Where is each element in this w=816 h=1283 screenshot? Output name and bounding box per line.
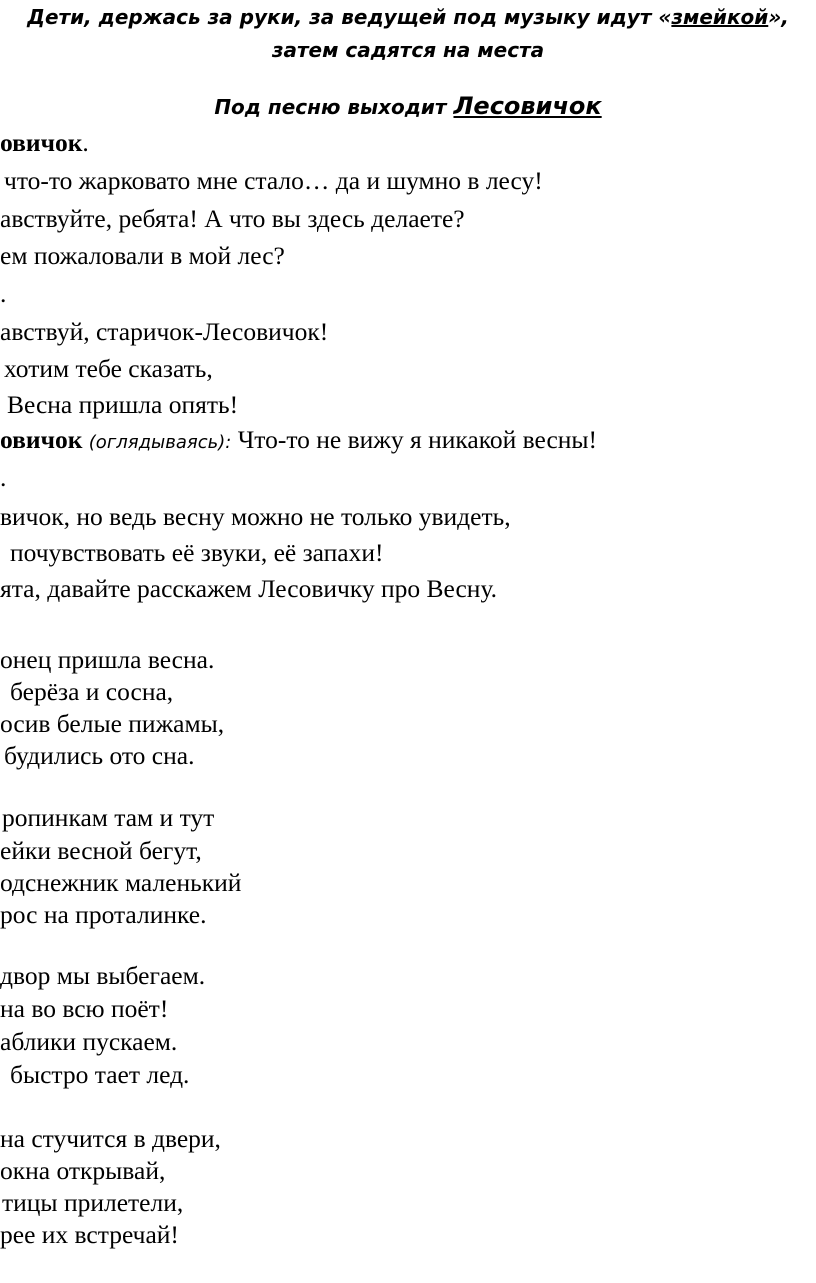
dialogue-line: почувствовать её звуки, её запахи! (10, 538, 384, 567)
intro-line-1-after: », (768, 5, 789, 29)
dialogue-line: что-то жарковато мне стало… да и шумно в лесу! (4, 166, 543, 195)
intro-line-2: затем садятся на места (271, 38, 545, 62)
poem-line: на во всю поёт! (0, 994, 169, 1023)
dialogue-line: авствуй, старичок-Лесовичок! (0, 317, 329, 346)
speaker-line-2 (0, 425, 597, 455)
dialogue-line: . (0, 463, 7, 492)
intro-line-1-before: Дети, держась за руки, за ведущей под музыку идут « (27, 5, 672, 29)
speaker-text: Что-то не вижу я никакой весны! (231, 425, 598, 454)
intro-line-3 (0, 92, 816, 120)
poem-line: одснежник маленький (0, 868, 242, 897)
poem-line: ейки весной бегут, (0, 836, 202, 865)
character-name: Лесовичок (453, 92, 602, 120)
dialogue-line: хотим тебе сказать, (4, 354, 213, 383)
intro-line-1 (0, 5, 816, 29)
poem-line: аблики пускаем. (0, 1027, 178, 1056)
intro-link-word: змейкой (671, 5, 769, 29)
poem-line: окна открывай, (0, 1156, 166, 1185)
poem-line: тицы прилетели, (2, 1188, 184, 1217)
dialogue-line: вичок, но ведь весну можно не только увидеть, (0, 502, 511, 531)
dialogue-line: . (0, 279, 7, 308)
poem-line: берёза и сосна, (10, 677, 174, 706)
poem-line: осив белые пижамы, (0, 709, 225, 738)
speaker-name: овичок (0, 425, 83, 454)
poem-line: онец пришла весна. (0, 645, 215, 674)
dialogue-line: ята, давайте расскажем Лесовичку про Весну. (0, 574, 498, 603)
poem-line: ропинкам там и тут (2, 803, 215, 832)
intro-line-3-before: Под песню выходит (214, 95, 454, 119)
poem-line: рос на проталинке. (0, 900, 207, 929)
poem-line: быстро тает лед. (10, 1060, 190, 1089)
poem-line: двор мы выбегаем. (0, 961, 206, 990)
poem-line: рее их встречай! (0, 1220, 179, 1249)
poem-line: на стучится в двери, (0, 1124, 221, 1153)
stage-direction: (оглядываясь): (88, 432, 232, 453)
poem-line: будились ото сна. (4, 741, 195, 770)
dialogue-line: авствуйте, ребята! А что вы здесь делаете? (0, 204, 465, 233)
dialogue-line: Весна пришла опять! (7, 390, 239, 419)
dialogue-line: ем пожаловали в мой лес? (0, 241, 285, 270)
speaker-punct: . (82, 128, 89, 157)
speaker-name: овичок (0, 128, 83, 157)
speaker-line-1 (0, 128, 89, 158)
